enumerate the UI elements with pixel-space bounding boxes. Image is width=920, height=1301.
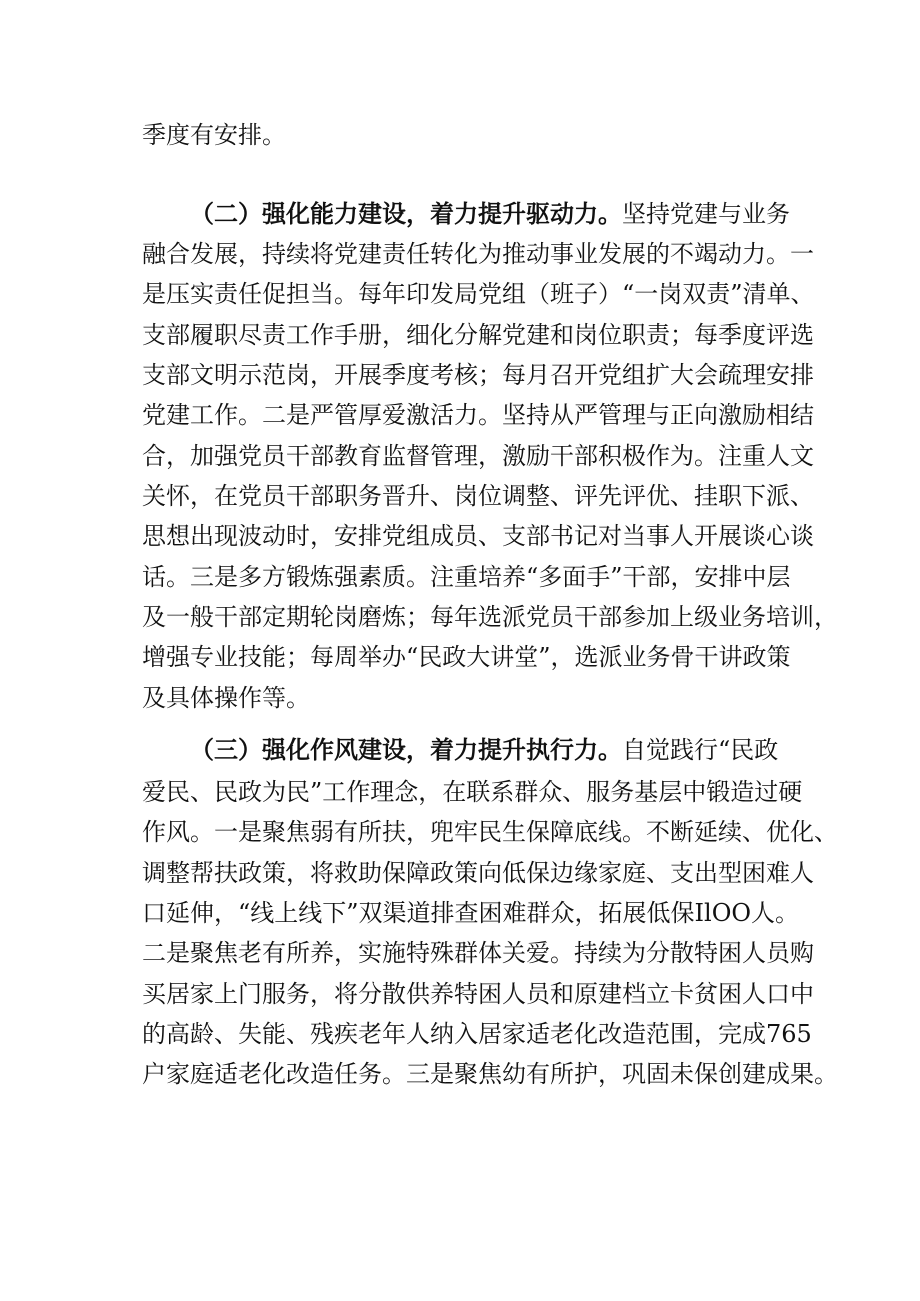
paragraph-3-first-line <box>190 735 778 765</box>
paragraph-2-line: 及一般干部定期轮岗磨炼；每年选派党员干部参加上级业务培训， <box>142 603 838 631</box>
paragraph-3-line: 户家庭适老化改造任务。三是聚焦幼有所护，巩固未保创建成果。 <box>142 1060 838 1088</box>
paragraph-2-line: 思想出现波动时，安排党组成员、支部书记对当事人开展谈心谈 <box>142 522 814 550</box>
paragraph-2-line: 融合发展，持续将党建责任转化为推动事业发展的不竭动力。一 <box>142 240 814 268</box>
paragraph-3-line: 作风。一是聚焦弱有所扶，兜牢民生保障底线。不断延续、优化、 <box>142 818 838 846</box>
paragraph-2-line: 是压实责任促担当。每年印发局党组（班子）“一岗双责”清单、 <box>142 280 815 308</box>
paragraph-2-line: 支部履职尽责工作手册，细化分解党建和岗位职责；每季度评选 <box>142 321 814 349</box>
paragraph-2-line: 及具体操作等。 <box>142 684 310 712</box>
paragraph-1-line: 季度有安排。 <box>142 121 286 149</box>
paragraph-3-line: 的高龄、失能、残疾老年人纳入居家适老化改造范围，完成765 <box>142 1020 812 1048</box>
paragraph-3-line: 口延伸，“线上线下”双渠道排查困难群众，拓展低保IlOO人。 <box>142 899 800 927</box>
paragraph-2-line: 增强专业技能；每周举办“民政大讲堂”，选派业务骨干讲政策 <box>142 643 791 671</box>
paragraph-3-first-line-text: 自觉践行“民政 <box>622 736 779 764</box>
paragraph-2-line: 话。三是多方锻炼强素质。注重培养“多面手”干部，安排中层 <box>142 563 791 591</box>
paragraph-2-first-line <box>190 199 790 229</box>
paragraph-3-line: 买居家上门服务，将分散供养特困人员和原建档立卡贫困人口中 <box>142 980 814 1008</box>
section-heading-3: （三）强化作风建设，着力提升执行力。 <box>190 735 622 764</box>
paragraph-2-line: 关怀，在党员干部职务晋升、岗位调整、评先评优、挂职下派、 <box>142 482 814 510</box>
paragraph-2-line: 党建工作。二是严管厚爱激活力。坚持从严管理与正向激励相结 <box>142 401 814 429</box>
paragraph-3-line: 二是聚焦老有所养，实施特殊群体关爱。持续为分散特困人员购 <box>142 939 814 967</box>
section-heading-2: （二）强化能力建设，着力提升驱动力。 <box>190 199 622 228</box>
paragraph-2-line: 合，加强党员干部教育监督管理，激励干部积极作为。注重人文 <box>142 442 814 470</box>
paragraph-3-line: 爱民、民政为民”工作理念，在联系群众、服务基层中锻造过硬 <box>142 778 803 806</box>
paragraph-2-line: 支部文明示范岗，开展季度考核；每月召开党组扩大会疏理安排 <box>142 361 814 389</box>
paragraph-2-first-line-text: 坚持党建与业务 <box>622 200 790 228</box>
paragraph-3-line: 调整帮扶政策，将救助保障政策向低保边缘家庭、支出型困难人 <box>142 859 814 887</box>
